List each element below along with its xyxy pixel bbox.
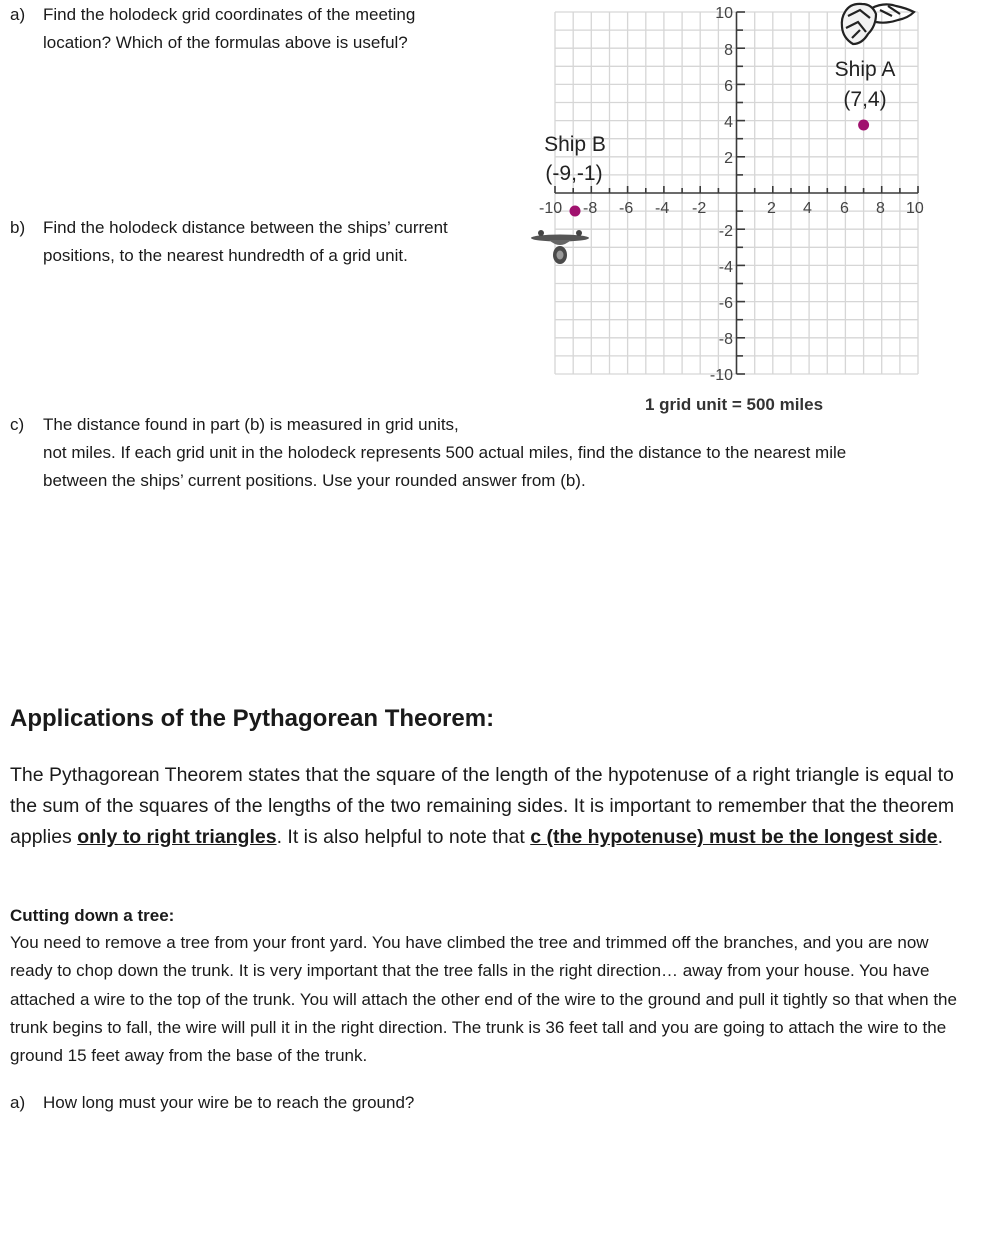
question-label: a) [10, 1093, 26, 1112]
problem-body: You need to remove a tree from your front yard. You have climbed the tree and trimmed off the branches, and you are now ready to chop down the trunk. It is very important that the tree falls in the right direction… away from your house. You have attached a wire to the top of the trunk. You will attach the other end of the wire to the ground and pull it tightly so that when the trunk begins to fall, the wire will pull it in the right direction. The trunk is 36 feet tall and you are going to attach the wire to the ground 15 feet away from the base of the trunk. [10, 933, 957, 1066]
question-text-line2: not miles. If each grid unit in the holodeck represents 500 actual miles, find the distance to the nearest mile [43, 443, 847, 462]
holodeck-grid-graph [520, 0, 950, 420]
intro-text: . It is also helpful to note that [276, 826, 531, 848]
x-tick-label: -2 [692, 200, 707, 217]
x-tick-label: -8 [583, 200, 598, 217]
question-text-line2: positions, to the nearest hundredth of a grid unit. [43, 246, 408, 265]
question-label: b) [10, 218, 26, 237]
intro-text: . [937, 826, 944, 848]
y-tick-label: -10 [709, 367, 733, 384]
scale-note: 1 grid unit = 500 miles [644, 395, 824, 414]
theorem-intro-paragraph [10, 760, 975, 853]
ship-a-coords: (7,4) [843, 88, 887, 111]
y-tick-label: -8 [718, 331, 733, 348]
question-text-line1: The distance found in part (b) is measured in grid units, [43, 415, 459, 434]
question-text-line3: between the ships’ current positions. Use your rounded answer from (b). [43, 471, 586, 490]
y-tick-label: 2 [724, 150, 733, 167]
question-2a [10, 1089, 610, 1117]
section-heading: Applications of the Pythagorean Theorem: [10, 705, 495, 732]
x-tick-label: 6 [840, 200, 849, 217]
problem-title: Cutting down a tree: [10, 906, 175, 925]
y-tick-label: 6 [724, 78, 733, 95]
question-text: How long must your wire be to reach the ground? [43, 1093, 415, 1112]
y-tick-label: -6 [718, 295, 733, 312]
x-tick-label: 4 [803, 200, 812, 217]
y-tick-labels [710, 5, 733, 384]
y-tick-label: -4 [718, 259, 733, 276]
intro-text: The Pythagorean Theorem states that the square of the length of the hypotenuse of a right triangle is equal to the sum of the squares of the lengths of the two remaining sides. It is important to remember that the theorem applies [10, 764, 955, 848]
question-text-line1: Find the holodeck distance between the ships’ current [43, 218, 448, 237]
question-1b [10, 214, 500, 270]
y-tick-label: 8 [724, 42, 733, 59]
intro-emphasis-right-triangles: only to right triangles [77, 826, 277, 848]
x-tick-label: -6 [619, 200, 634, 217]
x-tick-label: 10 [906, 200, 924, 217]
ship-b-name: Ship B [544, 133, 606, 156]
x-tick-label: -4 [655, 200, 670, 217]
question-text-line2: location? Which of the formulas above is useful? [43, 33, 408, 52]
spaceship-icon [842, 4, 914, 44]
ship-b-coords: (-9,-1) [545, 162, 603, 185]
question-label: c) [10, 415, 25, 434]
y-tick-label: -2 [718, 223, 733, 240]
y-tick-label: 4 [724, 114, 733, 131]
ship-a-point [858, 120, 869, 131]
ship-b-point [570, 206, 581, 217]
x-tick-label: -10 [539, 200, 563, 217]
ship-a-name: Ship A [834, 58, 896, 81]
x-tick-label: 2 [767, 200, 776, 217]
question-1c [10, 411, 980, 495]
x-tick-label: 8 [876, 200, 885, 217]
intro-emphasis-hypotenuse: c (the hypotenuse) must be the longest side [530, 826, 938, 848]
x-tick-labels [539, 200, 924, 217]
question-label: a) [10, 5, 26, 24]
question-text-line1: Find the holodeck grid coordinates of the meeting [43, 5, 416, 24]
y-tick-label: 10 [715, 5, 733, 22]
question-1a [10, 1, 490, 57]
